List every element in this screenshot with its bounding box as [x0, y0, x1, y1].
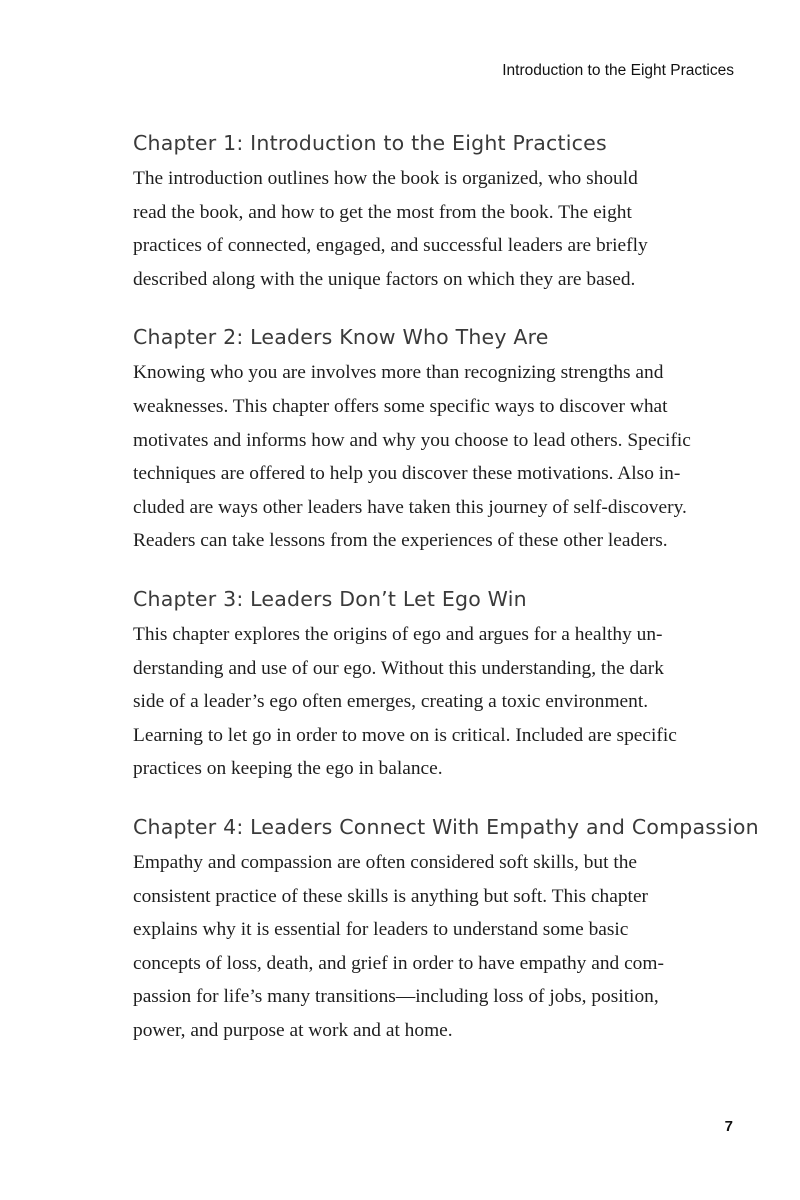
chapter-3-section — [133, 580, 713, 786]
body-line: practices on keeping the ego in balance. — [133, 758, 443, 780]
body-line: Empathy and compassion are often considered soft skills, but the — [133, 851, 638, 873]
body-line: power, and purpose at work and at home. — [133, 1019, 453, 1041]
body-line: practices of connected, engaged, and successful leaders are briefly — [133, 235, 648, 257]
body-line: consistent practice of these skills is anything but soft. This chapter — [133, 885, 649, 907]
body-line: motivates and informs how and why you choose to lead others. Specific — [133, 429, 691, 451]
body-line: Knowing who you are involves more than recognizing strengths and — [133, 362, 664, 384]
chapter-2-body — [133, 356, 713, 558]
chapter-4-body — [133, 846, 713, 1048]
chapter-1-section — [133, 124, 713, 296]
body-line: read the book, and how to get the most from the book. The eight — [133, 201, 632, 223]
body-line: explains why it is essential for leaders to understand some basic — [133, 919, 629, 941]
body-line: derstanding and use of our ego. Without this understanding, the dark — [133, 657, 664, 679]
body-line: weaknesses. This chapter offers some specific ways to discover what — [133, 395, 668, 417]
chapter-4-section — [133, 808, 759, 1048]
body-line: side of a leader’s ego often emerges, creating a toxic environment. — [133, 691, 649, 713]
chapter-3-heading: Chapter 3: Leaders Don’t Let Ego Win — [133, 586, 527, 611]
body-line: described along with the unique factors on which they are based. — [133, 268, 636, 290]
running-header: Introduction to the Eight Practices — [502, 62, 734, 79]
body-line: cluded are ways other leaders have taken this journey of self-discovery. — [133, 496, 687, 518]
page-number: 7 — [724, 1118, 733, 1135]
chapter-1-heading: Chapter 1: Introduction to the Eight Practices — [133, 131, 607, 155]
body-line: techniques are offered to help you discover these motivations. Also in- — [133, 463, 681, 485]
body-line: Readers can take lessons from the experiences of these other leaders. — [133, 530, 668, 552]
chapter-3-body — [133, 618, 713, 786]
chapter-1-body — [133, 162, 713, 296]
body-line: Learning to let go in order to move on is critical. Included are specific — [133, 724, 677, 746]
page-content — [133, 124, 759, 1069]
body-line: passion for life’s many transitions—including loss of jobs, position, — [133, 986, 659, 1008]
body-line: The introduction outlines how the book is organized, who should — [133, 168, 638, 189]
chapter-2-heading: Chapter 2: Leaders Know Who They Are — [133, 325, 549, 350]
body-line: concepts of loss, death, and grief in order to have empathy and com- — [133, 952, 664, 974]
body-line: This chapter explores the origins of ego and argues for a healthy un- — [133, 623, 663, 645]
chapter-2-section — [133, 318, 713, 558]
chapter-4-heading: Chapter 4: Leaders Connect With Empathy and Compassion — [133, 814, 759, 839]
